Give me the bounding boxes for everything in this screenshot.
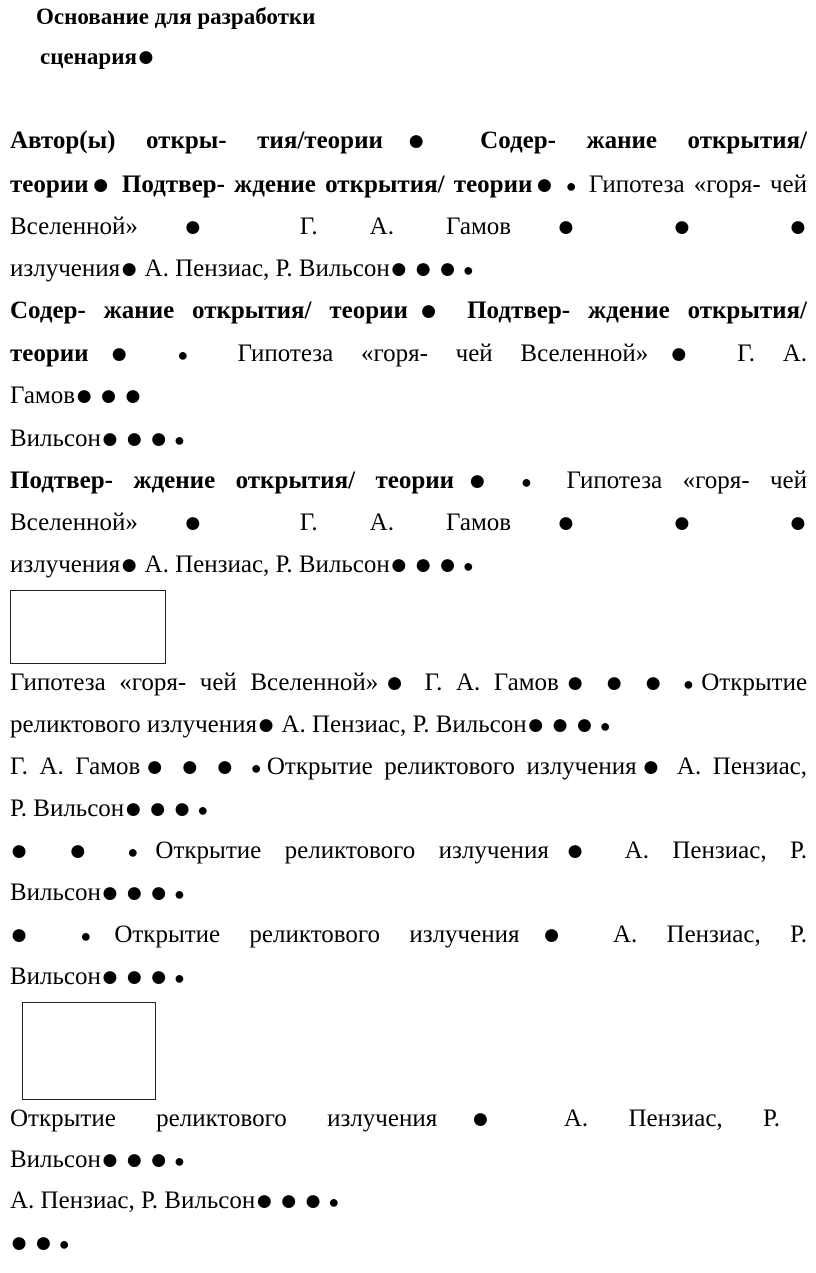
bullet-icon: ● [644,666,670,699]
text-line [10,1226,807,1260]
text-fragment: Г. А. [737,340,807,367]
bullet-icon: ● [605,666,631,699]
bullet-icon: ● [462,260,474,280]
text-line [10,750,807,784]
text-fragment: Подтвер- ждение открытия/ [467,297,807,324]
text-fragment: Г. А. Гамов [424,669,559,696]
bullet-icon: ● [124,792,143,825]
text-fragment: реликтового излучения [10,711,258,738]
bullet-icon: ● [548,834,602,867]
bullet-icon: ● [437,1102,524,1135]
text-fragment: Открытие реликтового излучения [266,753,637,780]
text-line [10,1184,807,1218]
bullet-icon: ● [125,1143,144,1176]
text-fragment: Г. А. Гамов [299,509,512,536]
bullet-icon: ● [174,430,185,450]
text-line [10,379,807,413]
bullet-icon: ● [575,708,594,741]
text-line [10,506,807,540]
text-fragment: теории [10,171,89,198]
bullet-icon: ● [88,168,113,201]
bullet-icon: ● [532,168,557,201]
bullet-icon: ● [136,40,156,73]
bullet-icon: ● [328,1192,340,1212]
text-fragment: Гамов [10,382,76,409]
text-fragment: А. Пензиас, Р. Вильсон [144,551,390,578]
bullet-icon: ● [672,506,737,539]
bullet-icon: ● [174,968,185,988]
heading-line-1 [36,2,315,32]
bullet-icon: ● [382,124,450,157]
text-fragment: Содер- жание открытия/ теории [10,297,408,324]
bullet-icon: ● [197,800,209,820]
text-fragment: А. Пензиас, [676,753,807,780]
bullet-icon: ● [10,834,46,867]
bullet-icon: ● [303,1184,323,1217]
text-fragment: А. Пензиас, Р. Вильсон [10,1187,256,1214]
bullet-icon: ● [125,422,144,455]
bullet-icon: ● [672,210,737,243]
text-fragment: Гипотеза «горя- чей Вселенной» [237,340,649,367]
bullet-icon: ● [177,345,210,365]
bullet-icon: ● [140,750,170,783]
bullet-icon: ● [34,1226,53,1259]
bullet-icon: ● [172,792,192,825]
bullet-icon: ● [378,666,411,699]
text-fragment: Открытие реликтового излучения [10,1105,438,1132]
text-fragment: Вселенной» [10,509,138,536]
text-fragment: теории [10,340,89,367]
bullet-icon: ● [123,379,142,412]
text-fragment: Г. А. Гамов [299,213,512,240]
empty-frame [22,1002,156,1100]
text-line [10,294,807,328]
bullet-icon: ● [149,960,168,993]
bullet-icon: ● [438,548,457,581]
bullet-icon: ● [788,506,807,539]
bullet-icon: ● [100,1143,120,1176]
text-fragment: Гипотеза «горя- чей [588,171,807,198]
bullet-icon: ● [520,472,546,492]
bullet-icon: ● [125,876,144,909]
bullet-icon: ● [250,758,267,778]
bullet-icon: ● [565,176,580,196]
text-line [10,792,807,826]
text-line [10,210,807,244]
bullet-icon: ● [80,926,115,946]
text-fragment: излучения [10,551,121,578]
heading-text-2: сценария [40,44,137,69]
bullet-icon: ● [454,464,501,497]
text-fragment: Открытие реликтового излучения [155,837,549,864]
bullet-icon: ● [636,750,666,783]
bullet-icon: ● [149,876,168,909]
text-fragment: Вильсон [10,1146,101,1173]
bullet-icon: ● [174,1151,185,1171]
bullet-icon: ● [58,1234,70,1254]
text-line [10,834,807,868]
bullet-icon: ● [148,792,167,825]
text-fragment: Вильсон [10,963,101,990]
text-fragment: Подтвер- ждение открытия/ теории [10,467,455,494]
bullet-icon: ● [414,548,433,581]
bullet-icon: ● [137,210,248,243]
bullet-icon: ● [551,708,570,741]
text-fragment: излучения [10,255,121,282]
bullet-icon: ● [526,708,545,741]
text-fragment: Открытие реликтового излучения [114,921,520,948]
text-line [10,1143,807,1177]
text-fragment: Гипотеза «горя- чей Вселенной» [10,669,379,696]
text-line [10,960,807,994]
bullet-icon: ● [558,666,592,699]
text-fragment: Открытие [701,669,807,696]
bullet-icon: ● [127,842,156,862]
bullet-icon: ● [414,252,433,285]
bullet-icon: ● [519,918,584,951]
empty-frame [10,590,166,664]
bullet-icon: ● [120,548,139,581]
bullet-icon: ● [75,379,94,412]
bullet-icon: ● [511,210,621,243]
text-fragment: Г. А. Гамов [10,753,141,780]
text-line [10,1102,780,1136]
text-line [10,918,807,952]
bullet-icon: ● [648,337,710,370]
bullet-icon: ● [68,834,104,867]
text-line [10,422,807,456]
bullet-icon: ● [255,1184,274,1217]
text-line [10,464,807,498]
bullet-icon: ● [788,210,807,243]
text-fragment: А. Пензиас, Р. Вильсон [144,255,390,282]
text-fragment: Вселенной» [10,213,138,240]
bullet-icon: ● [215,750,240,783]
text-fragment: Содер- жание открытия/ [480,127,807,154]
text-fragment: Гипотеза «горя- чей [566,467,807,494]
bullet-icon: ● [599,716,611,736]
bullet-icon: ● [389,252,408,285]
text-fragment: Автор(ы) откры- тия/теории [10,127,383,154]
bullet-icon: ● [407,294,450,327]
heading-text-1: Основание для разработки [36,4,316,29]
bullet-icon: ● [180,750,205,783]
text-line [10,548,807,582]
bullet-icon: ● [683,674,702,694]
text-line [10,337,807,371]
bullet-icon: ● [389,548,408,581]
text-fragment: Подтвер- ждение открытия/ теории [121,171,533,198]
bullet-icon: ● [99,379,118,412]
bullet-icon: ● [511,506,621,539]
text-fragment: Р. Вильсон [10,795,125,822]
text-line [10,168,807,202]
bullet-icon: ● [88,337,150,370]
bullet-icon: ● [137,506,248,539]
heading-line-2 [40,42,155,72]
text-line [10,708,807,742]
text-fragment: А. Пензиас, Р. [624,837,807,864]
bullet-icon: ● [149,1143,168,1176]
bullet-icon: ● [149,422,168,455]
bullet-icon: ● [100,960,120,993]
bullet-icon: ● [257,708,276,741]
bullet-icon: ● [120,252,139,285]
text-line [10,252,807,286]
bullet-icon: ● [174,884,185,904]
bullet-icon: ● [125,960,144,993]
bullet-icon: ● [10,918,52,951]
text-fragment: А. Пензиас, Р. Вильсон [281,711,527,738]
text-fragment: Вильсон [10,425,101,452]
text-line [10,124,807,158]
bullet-icon: ● [462,556,474,576]
text-fragment: А. Пензиас, Р. [563,1105,780,1132]
text-fragment: А. Пензиас, Р. [612,921,807,948]
bullet-icon: ● [10,1226,29,1259]
bullet-icon: ● [100,422,120,455]
text-line [10,876,807,910]
text-fragment: Вильсон [10,879,101,906]
text-line [10,666,807,700]
bullet-icon: ● [279,1184,298,1217]
bullet-icon: ● [100,876,120,909]
bullet-icon: ● [438,252,457,285]
